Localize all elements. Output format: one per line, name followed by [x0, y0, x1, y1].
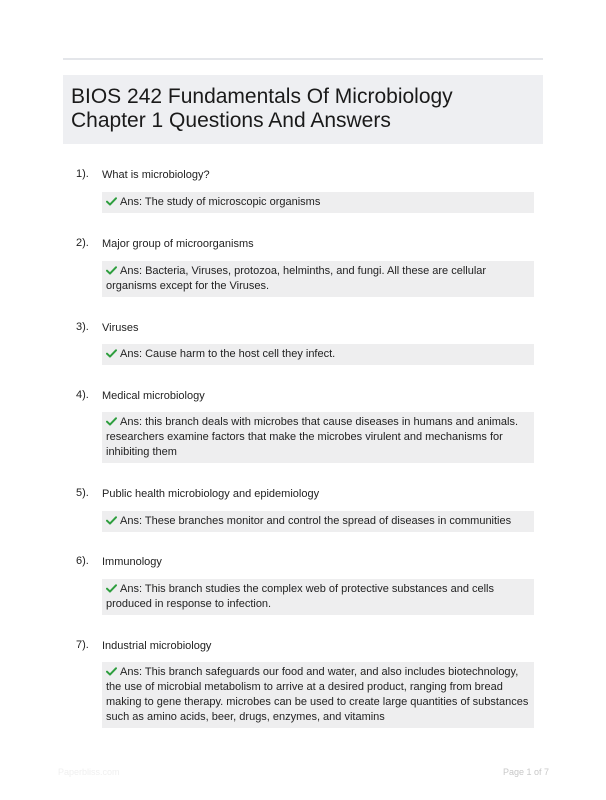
answer-box [102, 662, 534, 728]
question-number: 5). [76, 487, 89, 499]
question-number: 2). [76, 237, 89, 249]
question-text: Industrial microbiology [102, 640, 212, 652]
page-indicator: Page 1 of 7 [502, 767, 549, 777]
title-banner [63, 75, 543, 144]
answer-box [102, 412, 534, 463]
question-number: 3). [76, 321, 89, 333]
page-title-line-2: Chapter 1 Questions And Answers [71, 109, 391, 132]
question-text: What is microbiology? [102, 169, 210, 181]
question-text: Medical microbiology [102, 390, 205, 402]
question-number: 6). [76, 555, 89, 567]
checkmark-icon [106, 417, 117, 426]
question-text: Public health microbiology and epidemiology [102, 488, 320, 500]
answer-box [102, 192, 534, 213]
answer-text: Ans: This branch studies the complex web of protective substances and cells produced in response to infection. [106, 583, 494, 610]
answer-text: Ans: This branch safeguards our food and water, and also includes biotechnology, the use of microbial metabolism to arrive at a desired product, ranging from bread making to gene therapy. microbes can be used to create large quantities of substances such as amino acids, beer, drugs, enzymes, and vitamins [106, 666, 529, 723]
checkmark-icon [106, 516, 117, 525]
question-number: 7). [76, 639, 89, 651]
answer-box [102, 579, 534, 615]
checkmark-icon [106, 584, 117, 593]
answer-box [102, 261, 534, 297]
answer-text: Ans: this branch deals with microbes that cause diseases in humans and animals. researchers examine factors that make the microbes virulent and mechanisms for inhibiting them [106, 416, 519, 458]
checkmark-icon [106, 197, 117, 206]
answer-box [102, 344, 534, 365]
checkmark-icon [106, 349, 117, 358]
top-divider [63, 58, 543, 60]
checkmark-icon [106, 266, 117, 275]
checkmark-icon [106, 667, 117, 676]
footer-site: Paperbliss.com [58, 767, 120, 777]
answer-text: Ans: These branches monitor and control the spread of diseases in communities [120, 515, 512, 527]
page-title-line-1: BIOS 242 Fundamentals Of Microbiology [71, 85, 453, 108]
answer-text: Ans: The study of microscopic organisms [120, 196, 321, 208]
question-text: Major group of microorganisms [102, 238, 254, 250]
answer-text: Ans: Cause harm to the host cell they infect. [120, 348, 336, 360]
question-number: 4). [76, 389, 89, 401]
answer-box [102, 511, 534, 532]
question-text: Viruses [102, 322, 139, 334]
question-number: 1). [76, 168, 89, 180]
answer-text: Ans: Bacteria, Viruses, protozoa, helminths, and fungi. All these are cellular organisms except for the Viruses. [106, 265, 487, 292]
question-text: Immunology [102, 556, 162, 568]
